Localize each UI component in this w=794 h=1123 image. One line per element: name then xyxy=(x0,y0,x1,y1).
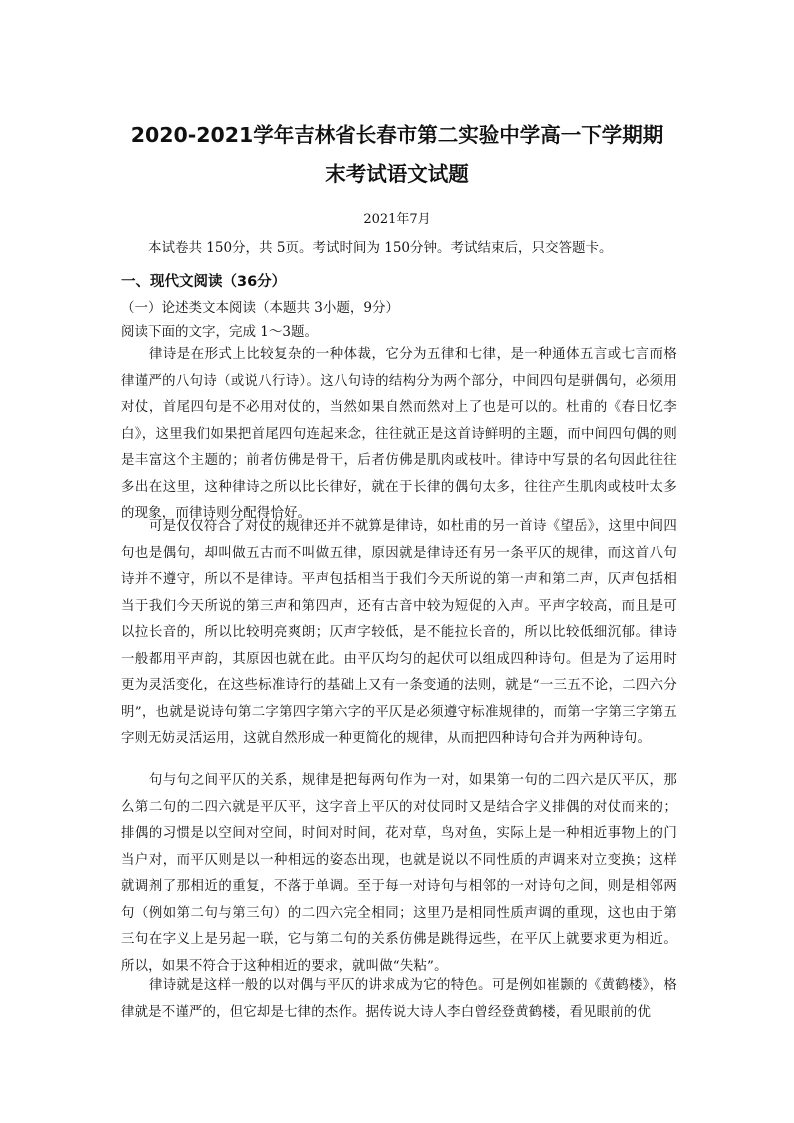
document-title-line-1: 2020-2021学年吉林省长春市第二实验中学高一下学期期 xyxy=(130,123,664,147)
exam-date: 2021年7月 xyxy=(363,212,431,227)
reading-instruction: 阅读下面的文字，完成 1～3题。 xyxy=(121,324,318,340)
document-title-line-2: 末考试语文试题 xyxy=(325,162,469,186)
reading-paragraph-1: 律诗是在形式上比较复杂的一种体裁，它分为五律和七律，是一种通体五言或七言而格律谨严的八句诗（或说八行诗）。这八句诗的结构分为两个部分，中间四句是骈偶句，必须用对仗，首尾四句是不必用对仗的，当然如果自然而然对上了也是可以的。杜甫的《春日忆李白》，这里我们如果把首尾四句连起来念，往往就正是这首诗鲜明的主题，而中间四句偶的则是丰富这个主题的；前者仿佛是骨干，后者仿佛是肌肉或枝叶。律诗中写景的名句因此往往多出在这里，这种律诗之所以比长律好，就在于长律的偶句太多，往往产生肌肉或枝叶太多的现象，而律诗则分配得恰好。 xyxy=(121,347,677,521)
reading-paragraph-3: 句与句之间平仄的关系，规律是把每两句作为一对，如果第一句的二四六是仄平仄，那么第二句的二四六就是平仄平，这字音上平仄的对仗同时又是结合字义排偶的对仗而来的；排偶的习惯是以空间对空间，时间对时间，花对草，鸟对鱼，实际上是一种相近事物上的门当户对，而平仄则是以一种相远的姿态出现，也就是说以不同性质的声调来对立变换；这样就调剂了那相近的重复，不落于单调。至于每一对诗句与相邻的一对诗句之间，则是相邻两句（例如第二句与第三句）的二四六完全相同；这里乃是相同性质声调的重现，这也由于第三句在字义上是另起一联，它与第二句的关系仿佛是跳得远些，在平仄上就要求更为相近。所以，如果不符合于这种相近的要求，就叫做“失粘”。 xyxy=(121,773,677,974)
subsection-heading: （一）论述类文本阅读（本题共 3小题，9分） xyxy=(121,300,399,316)
reading-paragraph-2: 可是仅仅符合了对仗的规律还并不就算是律诗，如杜甫的另一首诗《望岳》，这里中间四句也是偶句，却叫做五古而不叫做五律，原因就是律诗还有另一条平仄的规律，而这首八句诗并不遵守，所以不是律诗。平声包括相当于我们今天所说的第一声和第二声，仄声包括相当于我们今天所说的第三声和第四声，还有古音中较为短促的入声。平声字较高，而且是可以拉长音的，所以比较明亮爽朗；仄声字较低，是不能拉长音的，所以比较低细沉郁。律诗一般都用平声韵，其原因也就在此。由平仄均匀的起伏可以组成四种诗句。但是为了运用时更为灵活变化，在这些标准诗行的基础上又有一条变通的法则，就是“一三五不论，二四六分明”，也就是说诗句第二字第四字第六字的平仄是必须遵守标准规律的，而第一字第三字第五字则无妨灵活运用，这就自然形成一种更简化的规律，从而把四种诗句合并为两种诗句。 xyxy=(121,519,677,746)
section-heading: 一、现代文阅读（36分） xyxy=(121,274,287,290)
exam-intro: 本试卷共 150分，共 5页。考试时间为 150分钟。考试结束后，只交答题卡。 xyxy=(148,240,613,256)
reading-paragraph-4: 律诗就是这样一般的以对偶与平仄的讲求成为它的特色。可是例如崔颢的《黄鹤楼》，格律就是不谨严的，但它却是七律的杰作。据传说大诗人李白曾经登黄鹤楼，看见眼前的优 xyxy=(121,978,677,1020)
